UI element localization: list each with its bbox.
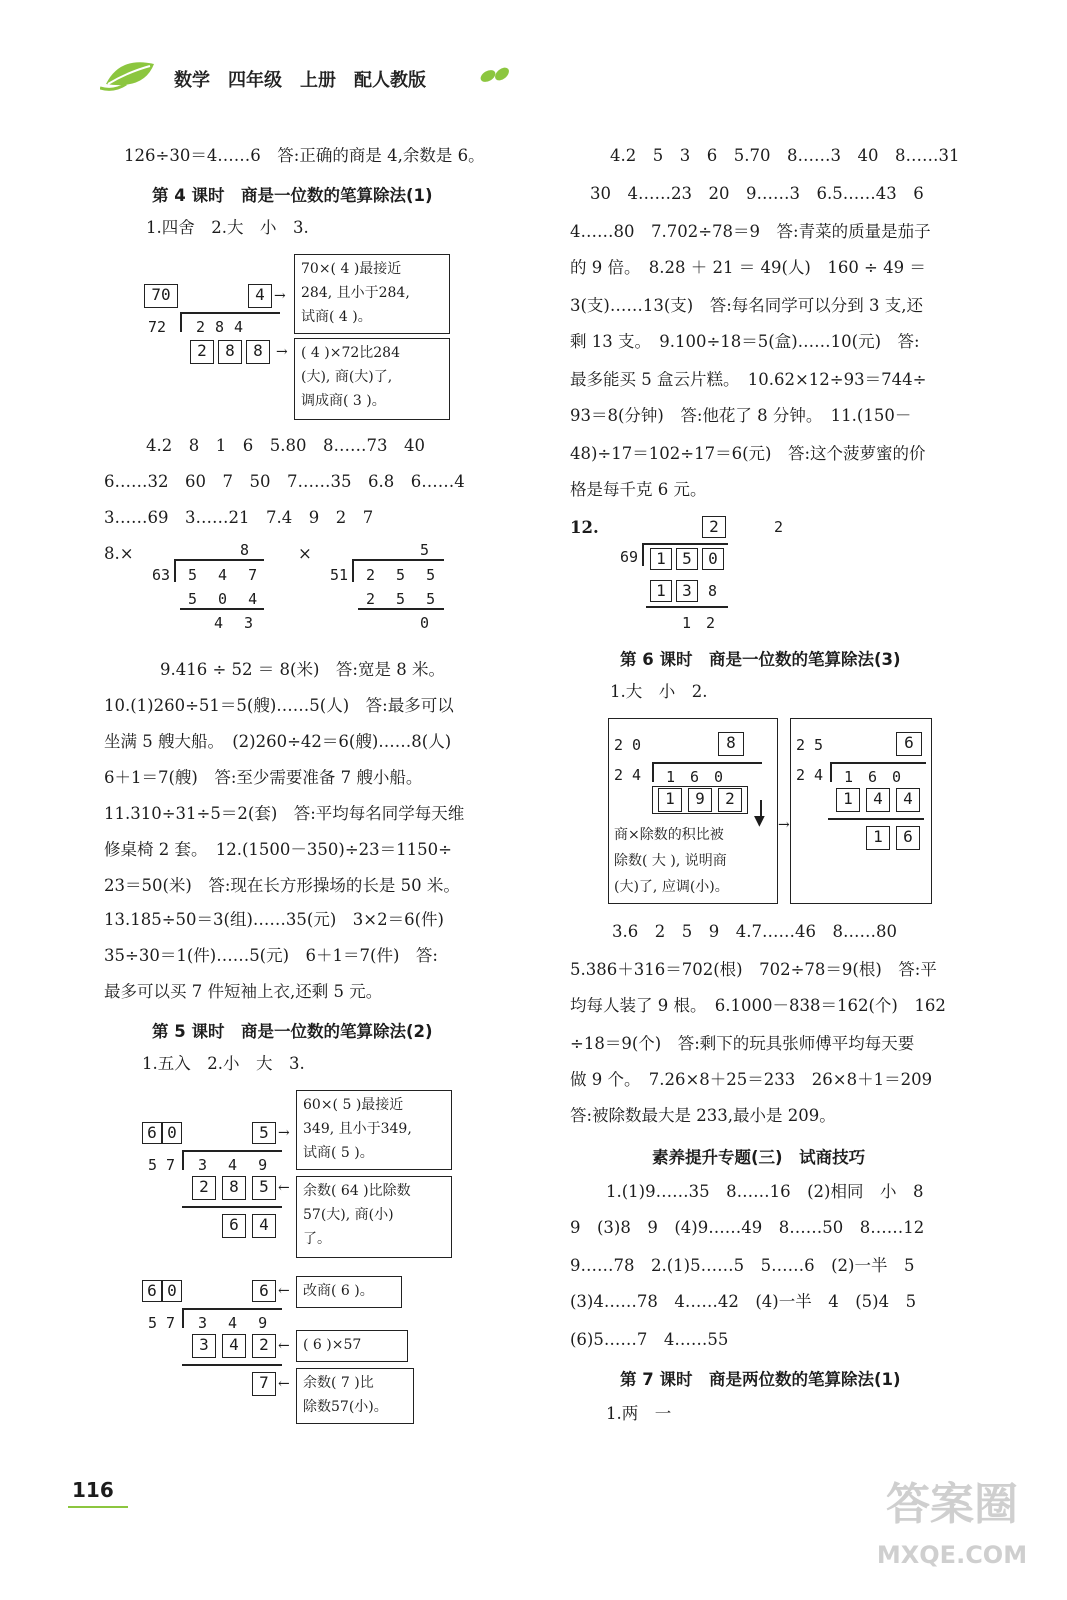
- product-digit: 8: [708, 582, 718, 600]
- remainder-digit-box: 7: [252, 1372, 276, 1396]
- product: 5 0 4: [188, 590, 264, 608]
- text-line: 格是每千克 6 元。: [570, 480, 707, 499]
- quotient-box: 6: [896, 732, 922, 756]
- explanation-note: [296, 1368, 414, 1424]
- dividend-digit-box: 0: [702, 548, 724, 570]
- remainder-digit-box: 1: [866, 826, 890, 850]
- text-line: 的 9 倍。 8.28 ＋ 21 ＝ 49(人) 160 ÷ 49 ＝: [570, 258, 926, 277]
- section-heading: 第 5 课时 商是一位数的笔算除法(2): [152, 1022, 433, 1041]
- text-line: 4.2 5 3 6 5.70 8……3 40 8……31: [610, 146, 960, 165]
- text-line: 23＝50(米) 答:现在长方形操场的长是 50 米。: [104, 876, 460, 895]
- product-digit-box: 2: [718, 788, 742, 812]
- note-line: 余数( 7 )比: [303, 1375, 374, 1391]
- division-line: [352, 559, 444, 561]
- arrow-right-icon: ←: [278, 1180, 290, 1196]
- product-digit-box: 4: [866, 788, 890, 812]
- note-line: 70×( 4 )最接近: [301, 261, 402, 277]
- guess: 2 5: [796, 736, 824, 754]
- arrow-left-icon: ←: [278, 1376, 290, 1392]
- product-digit-box: 1: [650, 580, 672, 602]
- product-digit-box: 1: [658, 788, 682, 812]
- note-line: 除数( 大 ), 说明商: [614, 853, 727, 869]
- text-line: 答:被除数最大是 233,最小是 209。: [570, 1106, 836, 1125]
- text-line: 1.大 小 2.: [610, 682, 708, 701]
- text-line: (3)4……78 4……42 (4)一半 4 (5)4 5: [570, 1292, 917, 1311]
- product-digit-box: 8: [246, 340, 270, 364]
- division-bracket: [182, 1150, 184, 1170]
- text-line: 最多可以买 7 件短袖上衣,还剩 5 元。: [104, 982, 383, 1001]
- note-line: 57(大), 商(小): [303, 1207, 394, 1223]
- division-bracket: [180, 312, 182, 332]
- text-line: 1.五入 2.小 大 3.: [142, 1054, 305, 1073]
- section-heading: 第 4 课时 商是一位数的笔算除法(1): [152, 186, 433, 205]
- text-line: 均每人装了 9 根。 6.1000－838＝162(个) 162: [570, 996, 946, 1015]
- text-line: 11.310÷31÷5＝2(套) 答:平均每名同学每天维: [104, 804, 465, 823]
- text-line: 做 9 个。 7.26×8＋25＝233 26×8＋1＝209: [570, 1070, 933, 1089]
- guess-digit-box: 6: [142, 1280, 162, 1302]
- product-digit-box: 2: [190, 340, 214, 364]
- note-line: 余数( 64 )比除数: [303, 1183, 411, 1199]
- text-line: ×: [298, 544, 312, 563]
- page-number-underline: [68, 1506, 128, 1508]
- text-line: 8.×: [104, 544, 134, 563]
- text-line: 4……80 7.702÷78＝9 答:青菜的质量是茄子: [570, 222, 931, 241]
- division-line: [830, 762, 926, 764]
- product-digit-box: 9: [688, 788, 712, 812]
- text-line: 35÷30＝1(件)……5(元) 6＋1＝7(件) 答:: [104, 946, 438, 965]
- text-line: 13.185÷50＝3(组)……35(元) 3×2＝6(件): [104, 910, 444, 929]
- note-line: ( 4 )×72比284: [301, 345, 400, 361]
- note-line: (大), 商(大)了,: [301, 369, 393, 385]
- guess-digit-box: 0: [162, 1122, 182, 1144]
- remainder: 0: [420, 614, 430, 632]
- arrow-right-icon: →: [778, 817, 790, 833]
- text-line: 126÷30＝4……6 答:正确的商是 4,余数是 6。: [124, 146, 485, 165]
- subtraction-line: [182, 1364, 282, 1366]
- division-bracket: [352, 560, 354, 582]
- division-bracket: [642, 544, 644, 566]
- text-line: 9……78 2.(1)5……5 5……6 (2)一半 5: [570, 1256, 915, 1275]
- quotient-box: 4: [248, 284, 272, 308]
- division-bracket: [830, 762, 832, 782]
- product-digit-box: 3: [192, 1334, 216, 1358]
- text-line: (6)5……7 4……55: [570, 1330, 729, 1349]
- watermark-text: 答案圈 MXQE.COM: [876, 1479, 1028, 1569]
- dividend: 1 6 0: [844, 768, 902, 786]
- text-line: 6……32 60 7 50 7……35 6.8 6……4: [104, 472, 465, 491]
- product-digit-box: 1: [836, 788, 860, 812]
- text-line: 剩 13 支。 9.100÷18＝5(盒)……10(元) 答:: [570, 332, 920, 351]
- divisor: 2 4: [614, 766, 642, 784]
- quotient: 5: [420, 541, 430, 559]
- quotient-box: 2: [702, 516, 726, 538]
- explanation-note: 改商( 6 )。: [296, 1276, 402, 1308]
- header-title: 数学 四年级 上册 配人教版: [174, 70, 426, 91]
- subtraction-line: [828, 818, 924, 820]
- remainder-digit-box: 4: [252, 1214, 276, 1238]
- division-line: [182, 1308, 282, 1310]
- text-line: 3……69 3……21 7.4 9 2 7: [104, 508, 374, 527]
- quotient-box: 5: [252, 1122, 276, 1144]
- arrow-right-icon: →: [276, 344, 288, 360]
- explanation-note: [296, 1176, 452, 1258]
- note-line: 60×( 5 )最接近: [303, 1097, 404, 1113]
- divisor: 63: [152, 566, 171, 584]
- page-number: 116: [72, 1478, 114, 1502]
- division-line: [182, 1150, 282, 1152]
- product-digit-box: 5: [252, 1176, 276, 1200]
- note-line: 349, 且小于349,: [303, 1121, 412, 1137]
- divisor: 5 7: [148, 1156, 176, 1174]
- quotient: 8: [240, 541, 250, 559]
- text-line: 1.(1)9……35 8……16 (2)相同 小 8: [606, 1182, 924, 1201]
- division-bracket: [182, 1308, 184, 1328]
- quotient-box: 8: [718, 732, 744, 756]
- division-line: [180, 312, 280, 314]
- text-line: 4.2 8 1 6 5.80 8……73 40: [146, 436, 425, 455]
- division-line: [652, 762, 762, 764]
- text-line: ÷18＝9(个) 答:剩下的玩具张师傅平均每天要: [570, 1034, 915, 1053]
- note-line: (大)了, 应调(小)。: [614, 879, 729, 895]
- division-bracket: [652, 762, 654, 782]
- text-line: 3(支)……13(支) 答:每名同学可以分到 3 支,还: [570, 296, 924, 315]
- subtraction-line: [646, 606, 728, 608]
- arrow-right-icon: →: [278, 1125, 290, 1141]
- guess-digit-box: 6: [142, 1122, 162, 1144]
- subtraction-line: [182, 1206, 282, 1208]
- text-line: 最多能买 5 盒云片糕。 10.62×12÷93＝744÷: [570, 370, 927, 389]
- remainder-digit-box: 6: [222, 1214, 246, 1238]
- divisor: 5 7: [148, 1314, 176, 1332]
- text-line: 6＋1＝7(艘) 答:至少需要准备 7 艘小船。: [104, 768, 423, 787]
- text-line: 93＝8(分钟) 答:他花了 8 分钟。 11.(150－: [570, 406, 912, 425]
- text-line: 坐满 5 艘大船。 (2)260÷42＝6(艘)……8(人): [104, 732, 452, 751]
- dividend: 284: [196, 318, 254, 336]
- quotient-box: 6: [252, 1280, 276, 1302]
- note-line: 除数57(小)。: [303, 1399, 388, 1415]
- dividend-digit-box: 5: [676, 548, 698, 570]
- note-line: 了。: [303, 1231, 331, 1247]
- quotient: 2: [774, 518, 784, 536]
- text-line: 1.两 一: [606, 1404, 672, 1423]
- dividend: 1 6 0: [666, 768, 724, 786]
- text-line: 9 (3)8 9 (4)9……49 8……50 8……12: [570, 1218, 925, 1237]
- text-line: 修桌椅 2 套。 12.(1500－350)÷23＝1150÷: [104, 840, 452, 859]
- text-line: 9.416 ÷ 52 ＝ 8(米) 答:宽是 8 米。: [160, 660, 445, 679]
- explanation-note: [294, 254, 450, 334]
- note-line: 商×除数的积比被: [614, 827, 724, 843]
- product-digit-box: 2: [252, 1334, 276, 1358]
- quotient-guess-box: 70: [144, 284, 178, 308]
- dividend: 5 4 7: [188, 566, 264, 584]
- leaf-logo-icon: [100, 54, 160, 94]
- text-line: 10.(1)260÷51＝5(艘)……5(人) 答:最多可以: [104, 696, 454, 715]
- divisor: 72: [148, 318, 167, 336]
- remainder: 1 2: [682, 614, 716, 632]
- note-line: 试商( 5 )。: [303, 1145, 374, 1161]
- text-line: 12.: [570, 518, 599, 537]
- arrow-down-icon: ▼: [754, 813, 765, 829]
- dividend: 2 5 5: [366, 566, 442, 584]
- divisor: 51: [330, 566, 349, 584]
- remainder-digit-box: 6: [896, 826, 920, 850]
- product-digit-box: 4: [222, 1334, 246, 1358]
- watermark: [872, 1470, 1032, 1580]
- explanation-note: ( 6 )×57: [296, 1330, 408, 1362]
- product-digit-box: 8: [218, 340, 242, 364]
- dividend: 3 4 9: [198, 1156, 274, 1174]
- divisor: 69: [620, 548, 639, 566]
- product: 2 5 5: [366, 590, 442, 608]
- remainder: 4 3: [214, 614, 260, 632]
- arrow-left-icon: ←: [278, 1283, 290, 1299]
- explanation-note: [294, 338, 450, 420]
- arrow-right-icon: →: [274, 288, 286, 304]
- note-line: 调成商( 3 )。: [301, 393, 386, 409]
- text-line: 30 4……23 20 9……3 6.5……43 6: [590, 184, 924, 203]
- section-heading: 第 6 课时 商是一位数的笔算除法(3): [620, 650, 901, 669]
- subtraction-line: [358, 608, 444, 610]
- section-heading: 素养提升专题(三) 试商技巧: [652, 1148, 866, 1167]
- guess: 2 0: [614, 736, 642, 754]
- note-line: 试商( 4 )。: [301, 309, 372, 325]
- subtraction-line: [180, 608, 264, 610]
- product-digit-box: 3: [676, 580, 698, 602]
- text-line: 1.四舍 2.大 小 3.: [146, 218, 309, 237]
- text-line: 3.6 2 5 9 4.7……46 8……80: [612, 922, 897, 941]
- arrow-left-icon: ←: [278, 1338, 290, 1354]
- product-digit-box: 4: [896, 788, 920, 812]
- explanation-note: [296, 1090, 452, 1170]
- product-digit-box: 8: [222, 1176, 246, 1200]
- divisor: 2 4: [796, 766, 824, 784]
- division-line: [642, 543, 728, 545]
- guess-digit-box: 0: [162, 1280, 182, 1302]
- text-line: 5.386＋316＝702(根) 702÷78＝9(根) 答:平: [570, 960, 937, 979]
- division-line: [174, 559, 264, 561]
- dividend-digit-box: 1: [650, 548, 672, 570]
- leaf-decoration-icon: [478, 64, 512, 86]
- explanation-note: [610, 822, 776, 902]
- section-heading: 第 7 课时 商是两位数的笔算除法(1): [620, 1370, 901, 1389]
- note-line: 284, 且小于284,: [301, 285, 410, 301]
- division-bracket: [174, 560, 176, 582]
- dividend: 3 4 9: [198, 1314, 274, 1332]
- text-line: 48)÷17＝102÷17＝6(元) 答:这个菠萝蜜的价: [570, 444, 926, 463]
- product-digit-box: 2: [192, 1176, 216, 1200]
